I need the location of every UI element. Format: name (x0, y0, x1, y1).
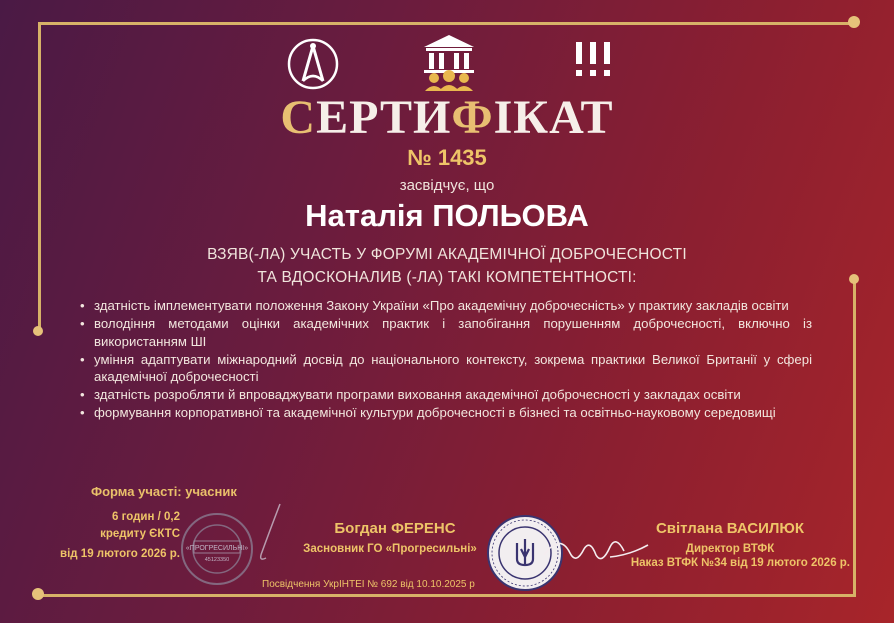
participation-form: Форма участі: учасник (91, 484, 237, 499)
competencies-list (80, 297, 812, 422)
competency-item: • здатність розробляти й впроваджувати програми виховання академічної доброчесності у закладах освіти (80, 386, 812, 404)
signature-icon (232, 500, 312, 570)
registration-note: Посвідчення УкрІНТЕІ № 692 від 10.10.2025 р (262, 579, 475, 590)
participation-line-2: ТА ВДОСКОНАЛИВ (-ЛА) ТАКІ КОМПЕТЕНТНОСТІ: (257, 269, 637, 286)
exclamation-logo-icon (572, 40, 614, 82)
frame-bottom-line (38, 594, 856, 597)
signer-2-order: Наказ ВТФК №34 від 19 лютого 2026 р. (630, 557, 850, 569)
university-building-icon (418, 33, 480, 91)
credits-block (30, 509, 180, 563)
frame-end-dot (33, 326, 43, 336)
signer-1-role: Засновник ГО «Прогресильні» (303, 543, 477, 555)
svg-text:«ПРОГРЕСИЛЬНІ»: «ПРОГРЕСИЛЬНІ» (185, 545, 249, 552)
participation-line-1: ВЗЯВ(-ЛА) УЧАСТЬ У ФОРУМІ АКАДЕМІЧНОЇ ДОБРОЧЕСНОСТІ (207, 246, 687, 263)
svg-text:45123350: 45123350 (204, 557, 230, 563)
signer-1-name: Богдан ФЕРЕНС (334, 520, 456, 537)
competency-item: • формування корпоративної та академічної культури доброчесності в бізнесі та освітньо-науковому середовищі (80, 404, 812, 422)
participation-statement (0, 243, 894, 289)
frame-top-line (38, 22, 856, 25)
credits-hours: 6 годин / 0,2 (112, 511, 180, 523)
certificate-title: СЕРТИФІКАТ (280, 91, 614, 144)
frame-corner-dot (32, 588, 44, 600)
competency-item: • володіння методами оцінки академічних практик і запобігання порушенням доброчесності, включно із використанням ШІ (80, 315, 812, 350)
recipient-name: Наталія ПОЛЬОВА (305, 198, 589, 233)
frame-right-line (853, 280, 856, 596)
issue-date: від 19 лютого 2026 р. (60, 548, 180, 560)
certificate-number: № 1435 (407, 145, 487, 170)
frame-corner-dot (848, 16, 860, 28)
certifies-text: засвідчує, що (399, 177, 495, 194)
competency-item: • здатність імплементувати положення Закону України «Про академічну доброчесність» у практику закладів освіти (80, 297, 812, 315)
vector-logo-icon (286, 37, 340, 91)
signer-2-role: Директор ВТФК (685, 543, 775, 555)
credits-ects: кредиту ЄКТС (100, 528, 180, 540)
signer-2-name: Світлана ВАСИЛЮК (655, 520, 805, 537)
competency-item: • уміння адаптувати міжнародний досвід до національного контексту, зокрема практики Великої Британії у сфері академічної доброчесності (80, 351, 812, 386)
